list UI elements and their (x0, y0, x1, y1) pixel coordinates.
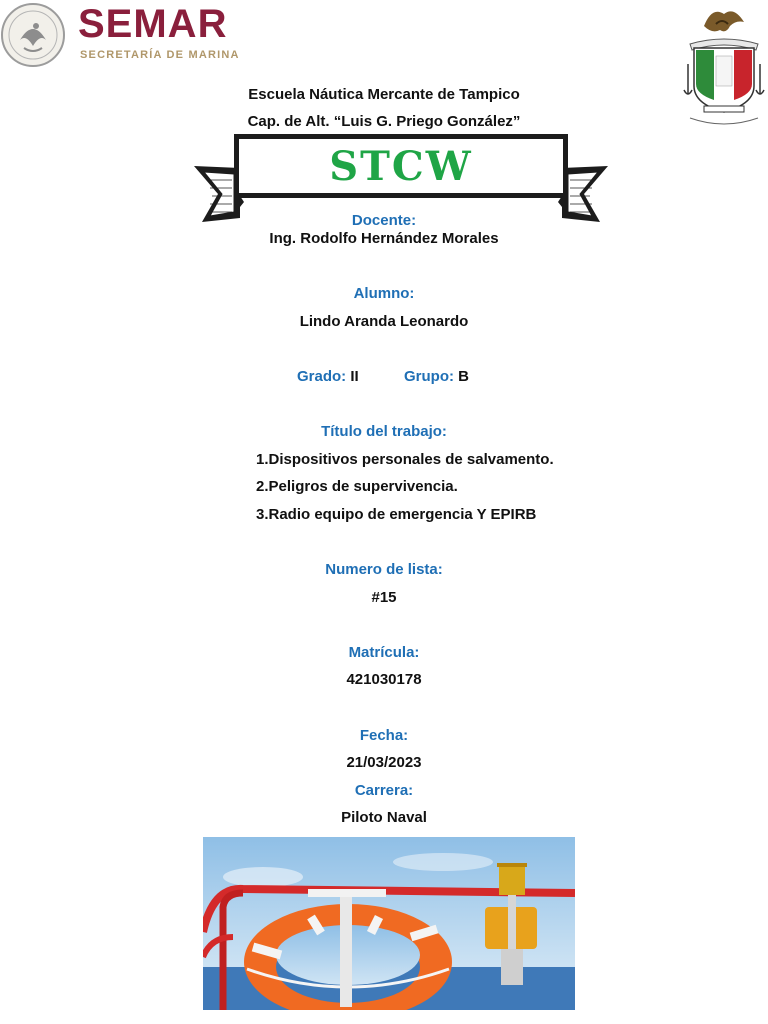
grupo-field (404, 368, 469, 385)
grado-value: II (350, 368, 359, 385)
matricula-label: Matrícula: (348, 644, 420, 661)
semar-logo (0, 0, 270, 72)
grupo-value: B (458, 368, 470, 385)
lista-value: #15 (371, 589, 397, 606)
semar-wordmark: SEMAR (78, 2, 228, 46)
grupo-label: Grupo: (404, 368, 454, 385)
alumno-label: Alumno: (353, 285, 415, 302)
school-name: Escuela Náutica Mercante de Tampico (248, 86, 520, 103)
alumno-value: Lindo Aranda Leonardo (299, 313, 469, 330)
school-captain: Cap. de Alt. “Luis G. Priego González” (247, 113, 521, 130)
titulo-item-3: 3.Radio equipo de emergencia Y EPIRB (256, 506, 537, 523)
grado-field (297, 368, 359, 385)
docente-label: Docente: (351, 212, 417, 229)
carrera-value: Piloto Naval (341, 809, 427, 826)
school-crest-icon (682, 4, 766, 128)
mexico-seal-icon (0, 0, 68, 70)
lifebuoy-photo (203, 837, 575, 1010)
fecha-label: Fecha: (359, 727, 409, 744)
semar-subtitle: SECRETARÍA DE MARINA (80, 49, 240, 61)
titulo-item-2: 2.Peligros de supervivencia. (256, 478, 458, 495)
titulo-label: Título del trabajo: (321, 423, 447, 440)
grado-label: Grado: (297, 368, 347, 385)
matricula-value: 421030178 (346, 671, 422, 688)
titulo-item-1: 1.Dispositivos personales de salvamento. (256, 451, 554, 468)
docente-value: Ing. Rodolfo Hernández Morales (269, 230, 499, 247)
carrera-label: Carrera: (354, 782, 414, 799)
lista-label: Numero de lista: (325, 561, 443, 578)
fecha-value: 21/03/2023 (346, 754, 422, 771)
stcw-title: STCW (329, 143, 473, 190)
